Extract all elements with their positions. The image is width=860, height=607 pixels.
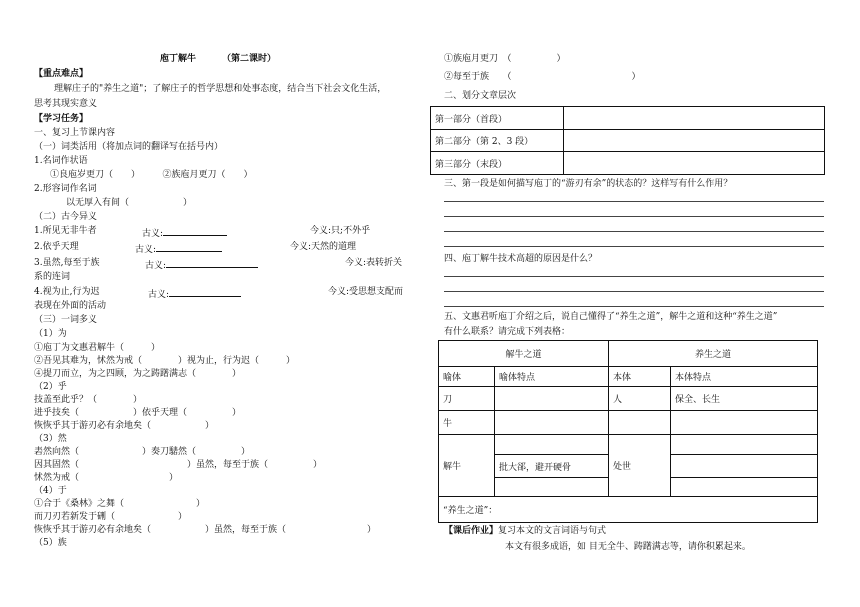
item-adj-noun: 2.形容词作名词 <box>34 184 97 194</box>
word-ran-b: 因其固然（ ）虽然，每至于族（ ） <box>34 460 323 470</box>
answer-line[interactable] <box>166 259 258 268</box>
answer-line-q4-2[interactable] <box>444 291 824 292</box>
word-wei-a: ①庖丁为文惠君解牛（ ） <box>34 343 161 353</box>
section-polysemy: （三）一词多义 <box>34 315 98 325</box>
cell-baoquan: 保全、长生 <box>671 387 818 411</box>
question-5-cont: 有什么联系？请完成下列表格： <box>444 327 571 337</box>
cell-niu-benti-tedian[interactable] <box>671 411 818 435</box>
layer-2-answer[interactable] <box>564 130 825 152</box>
section-layers: 二、划分文章层次 <box>444 91 517 101</box>
item-noun-adverbial-examples: ①良庖岁更刀（ ） ②族庖月更刀（ ） <box>50 170 253 180</box>
answer-line[interactable] <box>163 227 227 236</box>
section-ancient-modern: （二）古今异义 <box>34 212 98 222</box>
cell-dao-tedian[interactable] <box>495 387 609 411</box>
col-benti: 本体 <box>609 367 671 387</box>
key-points-heading: 【重点难点】 <box>34 69 89 79</box>
answer-line-q3-2[interactable] <box>444 216 824 217</box>
key-points-text-cont: 思考其现实意义 <box>34 99 98 109</box>
word-wei-b: ②吾见其难为，怵然为戒（ ）视为止，行为迟（ ） <box>34 356 296 366</box>
cell-chushi-3[interactable] <box>671 478 818 497</box>
layer-1-answer[interactable] <box>564 107 825 130</box>
answer-line-q3-4[interactable] <box>444 246 824 247</box>
homework-text: 复习本文的文言词语与句式 <box>498 526 607 536</box>
question-5: 五、文惠君听庖丁介绍之后，说自己懂得了“养生之道”，解牛之道和这种“养生之道” <box>444 312 778 322</box>
gujin-1-jin: 今义:只;不外乎 <box>310 226 371 236</box>
review-heading: 一、复习上节课内容 <box>34 128 116 138</box>
gujin-3-jin-cont: 系的连词 <box>34 272 71 282</box>
col-benti-tedian: 本体特点 <box>671 367 818 387</box>
word-hu-b: 进乎技矣（ ）依乎天理（ ） <box>34 408 242 418</box>
section-word-class: （一）词类活用（将加点词的翻译写在括号内） <box>34 142 224 152</box>
gujin-4-jin: 今义:受思想支配而 <box>328 287 404 297</box>
layer-3-label: 第三部分（末段） <box>431 152 564 175</box>
gujin-2-gu-label: 古义: <box>135 243 222 255</box>
zu-example-1: ①族庖月更刀 （ ） <box>444 54 566 64</box>
word-yu: （4）于 <box>34 486 67 496</box>
word-hu: （2）乎 <box>34 382 67 392</box>
layer-2-label: 第二部分（第 2、3 段） <box>431 130 564 152</box>
item-noun-adverbial: 1.名词作状语 <box>34 156 88 166</box>
cell-yangsheng-footer[interactable]: “养生之道”： <box>439 497 818 523</box>
cell-jieniu-3[interactable] <box>495 478 609 497</box>
word-hu-a: 技盖至此乎？（ ） <box>34 395 143 405</box>
cell-dao: 刀 <box>439 387 495 411</box>
cell-niu-tedian[interactable] <box>495 411 609 435</box>
zu-example-2: ②每至于族 （ ） <box>444 72 641 82</box>
word-ran-a: 砉然向然（ ）奏刀騞然（ ） <box>34 447 251 457</box>
tasks-heading: 【学习任务】 <box>34 114 89 124</box>
layers-table <box>430 106 825 175</box>
cell-ren: 人 <box>609 387 671 411</box>
word-ran-c: 怵然为戒（ ） <box>34 473 179 483</box>
gujin-2-jin: 今义:天然的道理 <box>290 242 357 252</box>
gujin-4-gu-label: 古义: <box>148 288 241 300</box>
comparison-table <box>438 340 818 523</box>
header-jieniu: 解牛之道 <box>439 341 609 367</box>
homework-label: 【课后作业】 <box>444 526 499 536</box>
word-zu: （5）族 <box>34 538 67 548</box>
word-ran: （3）然 <box>34 434 67 444</box>
answer-line-q4-1[interactable] <box>444 276 824 277</box>
title: 庖丁解牛 <box>160 54 197 64</box>
gujin-3-gu-label: 古义: <box>145 259 258 271</box>
cell-niu-benti[interactable] <box>609 411 671 435</box>
question-3: 三、第一段是如何描写庖丁的“游刃有余”的状态的？这样写有什么作用？ <box>444 179 733 189</box>
answer-line[interactable] <box>169 288 241 297</box>
layer-1-label: 第一部分（首段） <box>431 107 564 130</box>
header-yangsheng: 养生之道 <box>609 341 818 367</box>
col-yuti-tedian: 喻体特点 <box>495 367 609 387</box>
gujin-4-jin-cont: 表现在外面的活动 <box>34 301 107 311</box>
cell-chushi-1[interactable] <box>671 435 818 455</box>
gujin-3-jin: 今义:表转折关 <box>345 258 403 268</box>
word-yu-a: ①合于《桑林》之舞（ ） <box>34 499 206 509</box>
word-hu-c: 恢恢乎其于游刃必有余地矣（ ） <box>34 421 215 431</box>
cell-niu: 牛 <box>439 411 495 435</box>
word-wei-c: ④提刀而立，为之四顾，为之踌躇满志（ ） <box>34 369 242 379</box>
gujin-1-word: 1.所见无非牛者 <box>34 226 97 236</box>
answer-line-q3-1[interactable] <box>444 201 824 202</box>
answer-line[interactable] <box>156 243 222 252</box>
homework-line2: 本文有很多成语，如 目无全牛、踌躇满志等，请你积累起来。 <box>505 542 751 552</box>
word-yu-b: 而刀刃若新发于硎（ ） <box>34 512 188 522</box>
item-adj-noun-example: 以无厚入有间（ ） <box>66 198 193 208</box>
word-yu-c: 恢恢乎其于游刃必有余地矣（ ）虽然，每至于族（ ） <box>34 525 377 535</box>
cell-jieniu-1[interactable] <box>495 435 609 455</box>
question-4: 四、庖丁解牛技术高超的原因是什么？ <box>444 254 598 264</box>
gujin-1-gu-label: 古义: <box>142 227 227 239</box>
cell-jieniu: 解牛 <box>439 435 495 497</box>
cell-chushi-2[interactable] <box>671 455 818 478</box>
gujin-4-word: 4.视为止,行为迟 <box>34 287 100 297</box>
key-points-text: 理解庄子的"养生之道"；了解庄子的哲学思想和处事态度，结合当下社会文化生活， <box>54 84 387 94</box>
gujin-2-word: 2.依乎天理 <box>34 242 79 252</box>
answer-line-q3-3[interactable] <box>444 231 824 232</box>
col-yuti: 喻体 <box>439 367 495 387</box>
gujin-3-word: 3.虽然,每至于族 <box>34 258 100 268</box>
word-wei: （1）为 <box>34 329 67 339</box>
homework <box>444 527 606 536</box>
cell-pidaxi: 批大郤，避开硬骨 <box>495 455 609 478</box>
layer-3-answer[interactable] <box>564 152 825 175</box>
answer-line-q4-3[interactable] <box>444 306 824 307</box>
cell-chushi: 处世 <box>609 435 671 497</box>
subtitle: （第二课时） <box>222 54 277 64</box>
